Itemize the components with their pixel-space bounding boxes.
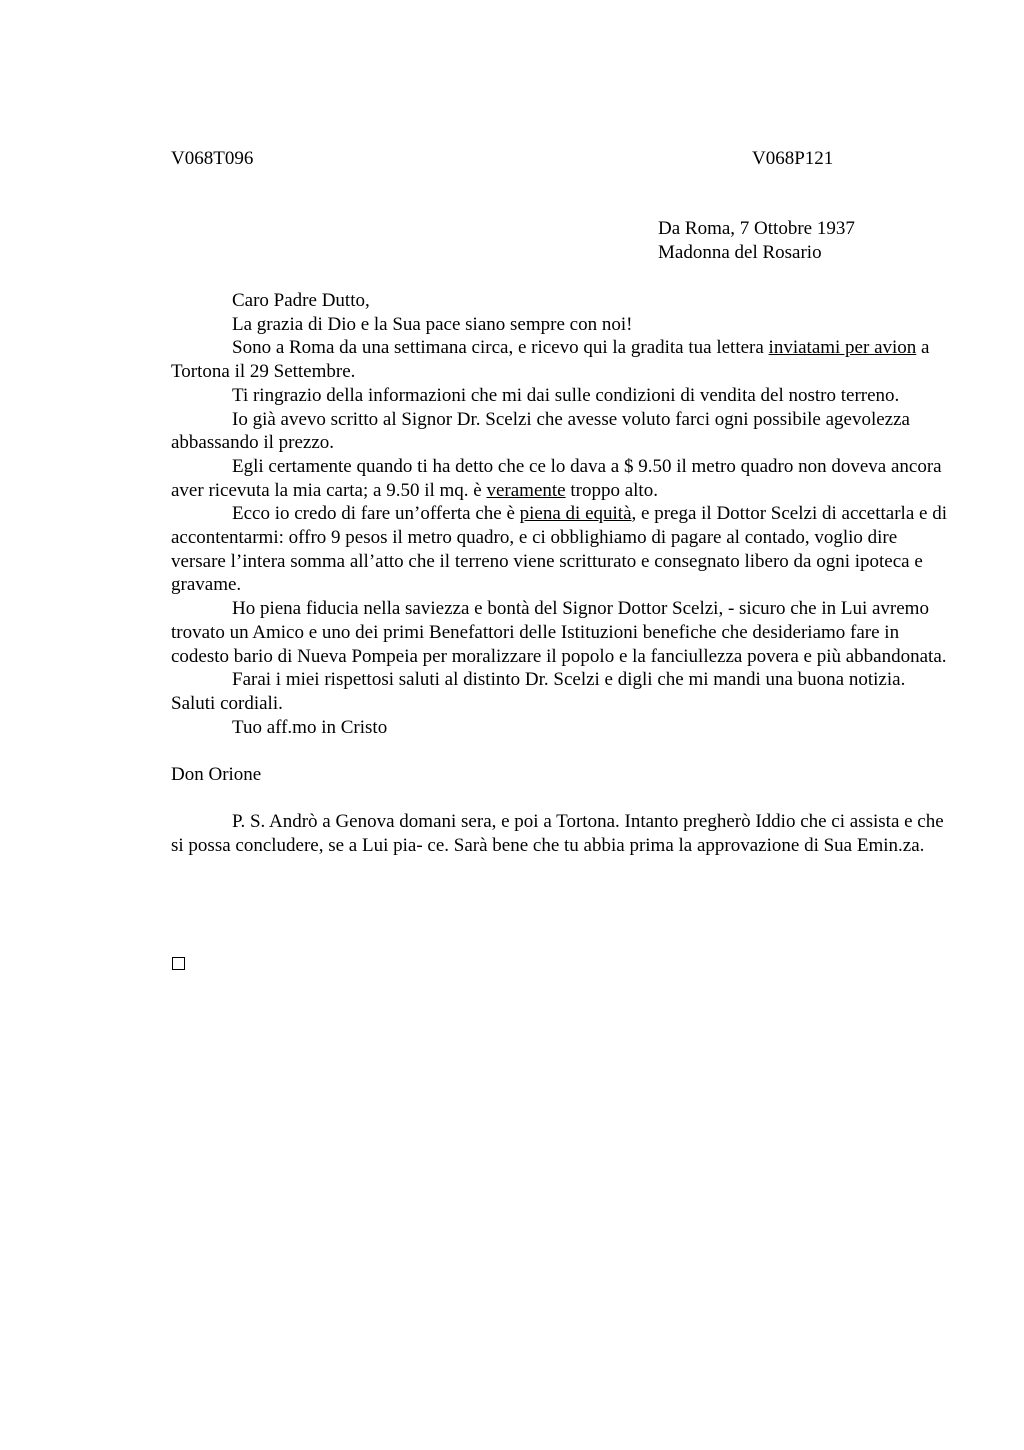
paragraph-1-underlined: inviatami per avion — [768, 337, 917, 359]
spacer — [171, 739, 951, 763]
paragraph-3: Io già avevo scritto al Signor Dr. Scelzi che avesse voluto farci ogni possibile agevolezza abbassando il prezzo. — [171, 408, 910, 454]
paragraph-6: Ho piena fiducia nella saviezza e bontà del Signor Dottor Scelzi, - sicuro che in Lui avremo trovato un Amico e uno dei primi Benefattori delle Istituzioni benefiche che desideriamo fare in codesto bario di Nueva Pompeia per moralizzare il popolo e la fanciullezza povera e più abbandonata. — [171, 598, 947, 667]
signature: Don Orione — [171, 764, 262, 786]
paragraph-5-text-b: , e prega il Dottor Scelzi di accettarla e di accontentarmi: offro 9 pesos il metro quadro, e ci obblighiamo di pagare al contado, voglio dire versare l’intera somma all’atto che il terreno viene scritturato e consegnato libero da ogni ipoteca e gravame. — [171, 503, 947, 596]
paragraph-2: Ti ringrazio della informazioni che mi dai sulle condizioni di vendita del nostro terreno. — [232, 384, 900, 406]
paragraph-4-underlined: veramente — [486, 479, 566, 501]
paragraph-4-text-b: troppo alto. — [565, 479, 658, 501]
paragraph-4 — [171, 455, 951, 502]
document-code-right: V068P121 — [752, 148, 834, 169]
paragraph-5 — [171, 502, 951, 597]
paragraph-5-text-a: Ecco io credo di fare un’offerta che è — [232, 503, 520, 525]
closing: Tuo aff.mo in Cristo — [232, 716, 388, 738]
dateline-feast: Madonna del Rosario — [658, 242, 822, 263]
paragraph-1-text-b: a Tortona il 29 Settembre. — [171, 337, 930, 383]
document-code-left: V068T096 — [171, 148, 254, 169]
greeting: La grazia di Dio e la Sua pace siano sempre con noi! — [232, 313, 633, 335]
paragraph-1-text-a: Sono a Roma da una settimana circa, e ricevo qui la gradita tua lettera — [232, 337, 769, 359]
dateline-place-date: Da Roma, 7 Ottobre 1937 — [658, 218, 855, 239]
paragraph-4-text-a: Egli certamente quando ti ha detto che ce lo dava a $ 9.50 il metro quadro non doveva ancora aver ricevuta la mia carta; a 9.50 il mq. è — [171, 455, 942, 501]
paragraph-1 — [171, 336, 951, 383]
paragraph-5-underlined: piena di equità — [519, 503, 632, 525]
paragraph-7: Farai i miei rispettosi saluti al distinto Dr. Scelzi e digli che mi mandi una buona notizia. Saluti cordiali. — [171, 669, 906, 714]
letter-body — [171, 289, 951, 858]
salutation: Caro Padre Dutto, — [232, 290, 370, 311]
postscript: P. S. Andrò a Genova domani sera, e poi a Tortona. Intanto pregherò Iddio che ci assista e che si possa concludere, se a Lui pia- ce. Sarà bene che tu abbia prima la approvazione di Sua Emin.za. — [171, 811, 944, 857]
empty-square-icon — [172, 957, 185, 970]
spacer — [171, 787, 951, 811]
